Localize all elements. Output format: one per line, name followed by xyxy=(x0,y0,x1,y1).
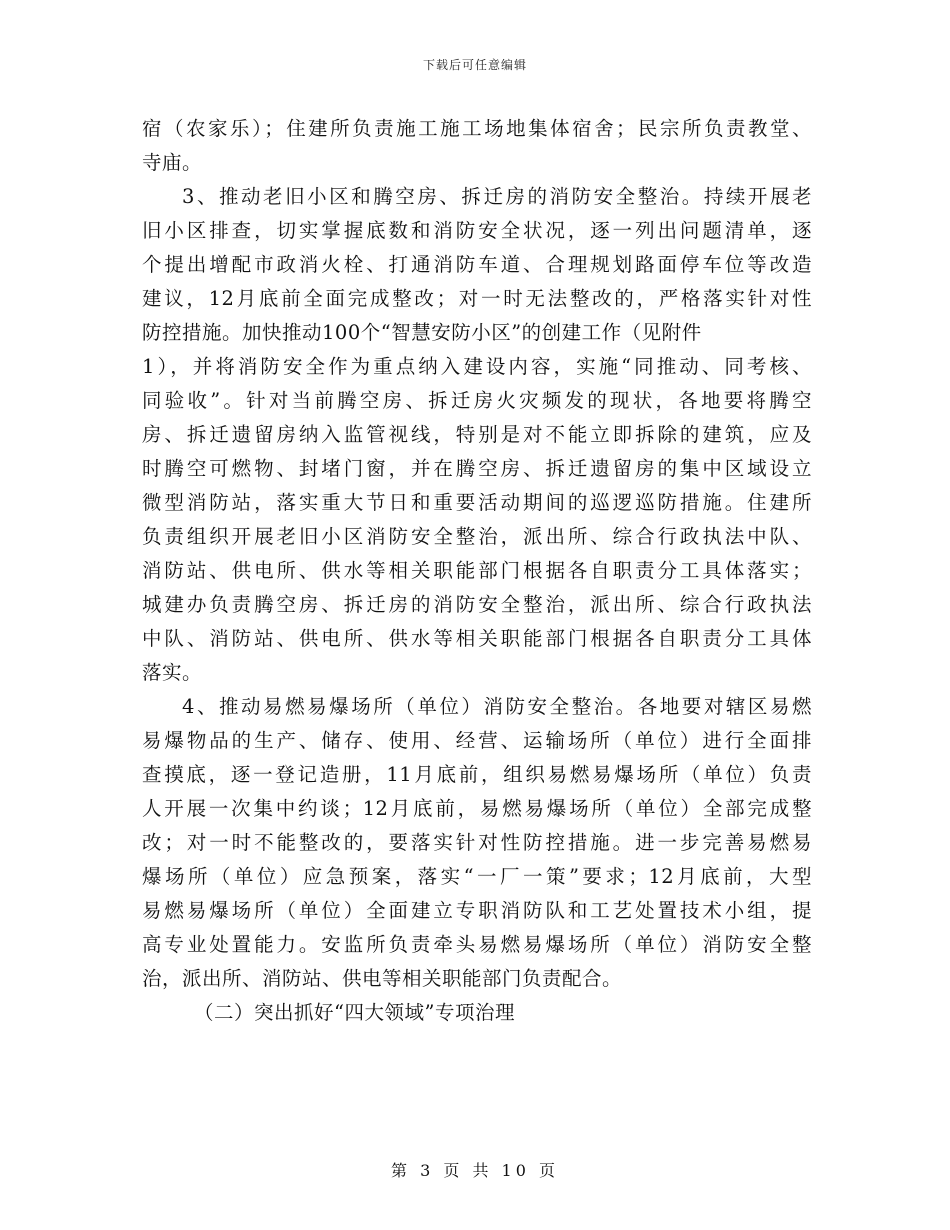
text-line: 同验收”。针对当前腾空房、拆迁房火灾频发的现状，各地要将腾空 xyxy=(142,389,812,412)
text-line: 高专业处置能力。安监所负责牵头易燃易爆场所（单位）消防安全整 xyxy=(142,933,812,956)
text-line: 落实。 xyxy=(142,661,203,684)
text-line: 负责组织开展老旧小区消防安全整治，派出所、综合行政执法中队、 xyxy=(142,525,812,548)
text-line: 房、拆迁遗留房纳入监管视线，特别是对不能立即拆除的建筑，应及 xyxy=(142,423,812,446)
text-line: 中队、消防站、供电所、供水等相关职能部门根据各自职责分工具体 xyxy=(142,627,812,650)
text-line: 爆场所（单位）应急预案，落实“一厂一策”要求；12月底前，大型 xyxy=(142,865,812,888)
text-line: 3、推动老旧小区和腾空房、拆迁房的消防安全整治。持续开展老 xyxy=(182,185,812,208)
text-line: 宿（农家乐）；住建所负责施工施工场地集体宿舍；民宗所负责教堂、 xyxy=(142,117,812,140)
text-line: 4、推动易燃易爆场所（单位）消防安全整治。各地要对辖区易燃 xyxy=(182,695,812,718)
text-line: 时腾空可燃物、封堵门窗，并在腾空房、拆迁遗留房的集中区域设立 xyxy=(142,457,812,480)
text-line: 人开展一次集中约谈；12月底前，易燃易爆场所（单位）全部完成整 xyxy=(142,797,812,820)
text-line: 个提出增配市政消火栓、打通消防车道、合理规划路面停车位等改造 xyxy=(142,253,812,276)
section-heading: （二）突出抓好“四大领域”专项治理 xyxy=(194,1001,515,1024)
text-line: 寺庙。 xyxy=(142,151,203,174)
text-line: 消防站、供电所、供水等相关职能部门根据各自职责分工具体落实； xyxy=(142,559,812,582)
text-line: 易燃易爆场所（单位）全面建立专职消防队和工艺处置技术小组，提 xyxy=(142,899,812,922)
document-body xyxy=(142,112,812,1030)
text-line: 微型消防站，落实重大节日和重要活动期间的巡逻巡防措施。住建所 xyxy=(142,491,812,514)
text-line: 1），并将消防安全作为重点纳入建设内容，实施“同推动、同考核、 xyxy=(142,355,812,378)
text-line: 城建办负责腾空房、拆迁房的消防安全整治，派出所、综合行政执法 xyxy=(142,593,812,616)
text-line: 易爆物品的生产、储存、使用、经营、运输场所（单位）进行全面排 xyxy=(142,729,812,752)
text-line: 旧小区排查，切实掌握底数和消防安全状况，逐一列出问题清单，逐 xyxy=(142,219,812,242)
text-line: 建议，12月底前全面完成整改；对一时无法整改的，严格落实针对性 xyxy=(142,287,812,310)
text-line: 防控措施。加快推动100个“智慧安防小区”的创建工作（见附件 xyxy=(142,321,702,344)
page-number-footer: 第 3 页 共 10 页 xyxy=(391,1161,559,1180)
text-line: 改；对一时不能整改的，要落实针对性防控措施。进一步完善易燃易 xyxy=(142,831,812,854)
text-line: 治，派出所、消防站、供电等相关职能部门负责配合。 xyxy=(142,967,623,990)
text-line: 查摸底，逐一登记造册，11月底前，组织易燃易爆场所（单位）负责 xyxy=(142,763,812,786)
page-header: 下载后可任意编辑 xyxy=(422,58,527,72)
